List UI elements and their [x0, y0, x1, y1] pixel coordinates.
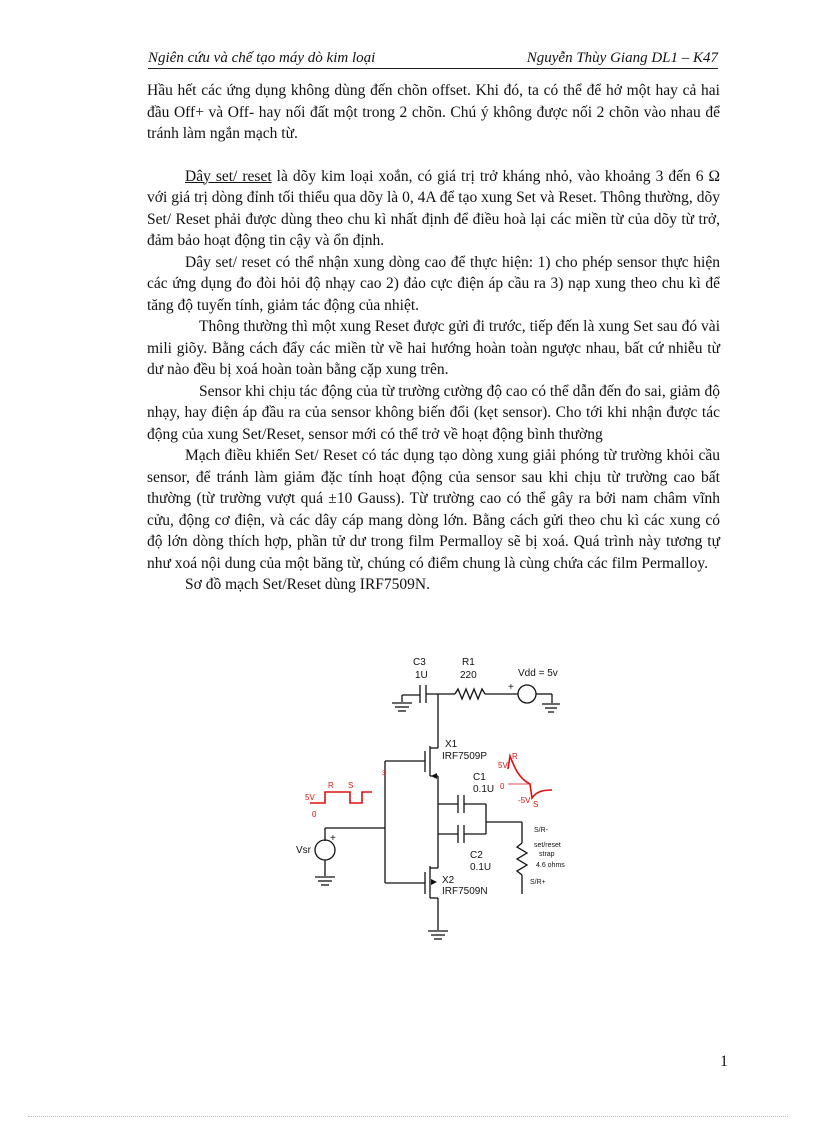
output-0-label: 0 [500, 782, 505, 791]
r1-value: 220 [460, 670, 477, 681]
output-r-label: R [512, 752, 518, 761]
input-0-label: 0 [312, 810, 317, 819]
vdd-plus: + [508, 682, 514, 693]
set-reset-schematic [290, 648, 565, 948]
page-bottom-rule [28, 1116, 788, 1117]
r1-name: R1 [462, 657, 475, 668]
x2-part: IRF7509N [442, 886, 488, 897]
c2-name: C2 [470, 850, 483, 861]
input-pulse-waveform [310, 792, 372, 803]
sr-minus-label: S/R- [534, 827, 548, 834]
vdd-source [518, 685, 536, 703]
node-label: 3 [382, 771, 386, 777]
c3-value: 1U [415, 670, 428, 681]
output-s-label: S [533, 800, 539, 809]
paragraph-schematic-caption: Sơ đồ mạch Set/Reset dùng IRF7509N. [185, 576, 430, 593]
paragraph-sensor-saturation: Sensor khi chịu tác động của từ trường cường độ cao có thể dẫn đến đo sai, giảm độ nhạy, hay điện áp đầu ra của sensor không biến đổi (kẹt sensor). Cho tới khi nhận được tác động của xung Set/Reset, sensor mới có thể trở về hoạt động bình thường [147, 382, 720, 443]
running-header [148, 50, 718, 69]
strap-value: 4.6 ohms [536, 862, 565, 869]
c1-name: C1 [473, 772, 486, 783]
c3-name: C3 [413, 657, 426, 668]
paragraph-set-reset-wire [147, 166, 720, 252]
x1-part: IRF7509P [442, 751, 488, 762]
body-text [147, 80, 720, 596]
page-number: 1 [720, 1053, 728, 1070]
strap-label-2: strap [539, 851, 555, 858]
resistor-r1 [455, 689, 485, 699]
paragraph-offset: Hầu hết các ứng dụng không dùng đến chõn offset. Khi đó, ta có thể để hở một hay cả hai đầu Off+ và Off- hay nối đất một trong 2 chõn. Chú ý không được nối 2 chõn vào nhau để tránh làm ngắn mạch từ. [147, 82, 720, 142]
strap-label-1: set/reset [534, 842, 561, 849]
input-r-label: R [328, 781, 334, 790]
input-s-label: S [348, 781, 354, 790]
x2-name: X2 [442, 875, 455, 886]
term-set-reset: Dây set/ reset [185, 167, 272, 185]
input-5v-label: 5V [305, 793, 315, 802]
vsr-plus: + [330, 833, 336, 844]
sr-plus-label: S/R+ [530, 879, 546, 886]
x1-name: X1 [445, 739, 458, 750]
c2-value: 0.1U [470, 862, 492, 873]
header-title: Ngiên cứu và chế tạo máy dò kim loại [148, 50, 376, 66]
output-5v-label: 5V [498, 761, 508, 770]
output-neg5v-label: -5V [518, 796, 531, 805]
paragraph-set-reset-wire-text: là dõy kim loại xoắn, có giá trị trở kháng nhỏ, vào khoảng 3 đến 6 Ω với giá trị dòng đỉnh tối thiểu qua dõy là 0, 4A để tạo xung Set và Reset. Thông thường, dõy Set/ Reset phải được dùng theo chu kì nhất định để điều hoà lại các miền từ của dõy từ trở, đảm bảo hoạt động tin cậy và ổn định. [147, 167, 720, 249]
c1-value: 0.1U [473, 784, 495, 795]
output-pulse-waveform [508, 756, 552, 798]
header-author: Nguyễn Thùy Giang DL1 – K47 [526, 50, 718, 66]
vsr-label: Vsr [296, 845, 311, 856]
paragraph-reset-then-set: Thông thường thì một xung Reset được gửi đi trước, tiếp đến là xung Set sau đó vài mili giõy. Bằng cách đẩy các miền từ về hai hướng hoàn toàn ngược nhau, bất cứ nhiễu từ dư nào đều bị xoá hoàn toàn bằng cặp xung trên. [147, 318, 720, 378]
paragraph-driver-circuit: Mạch điều khiển Set/ Reset có tác dụng tạo dòng xung giải phóng từ trường khỏi cầu sensor, để tránh làm giảm đặc tính hoạt động của sensor sau khi chịu từ trường cao bất thường (từ trường vượt quá ±10 Gauss). Từ trường cao có thể gây ra bởi nam châm vĩnh cửu, động cơ điện, và các dây cáp mang dòng lớn. Bằng cách gửi theo chu kì các xung có độ lớn dòng thích hợp, phần tử dư trong film Permalloy sẽ bị xoá. Quá trình này tương tự như xoá nội dung của một băng từ, chúng có điểm chung là cùng chứa các film Permalloy. [147, 447, 720, 572]
resistor-strap [517, 843, 527, 875]
paragraph-pulse-uses: Dây set/ reset có thể nhận xung dòng cao để thực hiện: 1) cho phép sensor thực hiện các ứng dụng đo đòi hỏi độ nhạy cao 2) đảo cực điện áp cầu ra 3) nạp xung theo chu kì để tăng độ tuyến tính, giảm tác động của nhiệt. [147, 253, 720, 314]
vdd-label: Vdd = 5v [518, 668, 558, 679]
